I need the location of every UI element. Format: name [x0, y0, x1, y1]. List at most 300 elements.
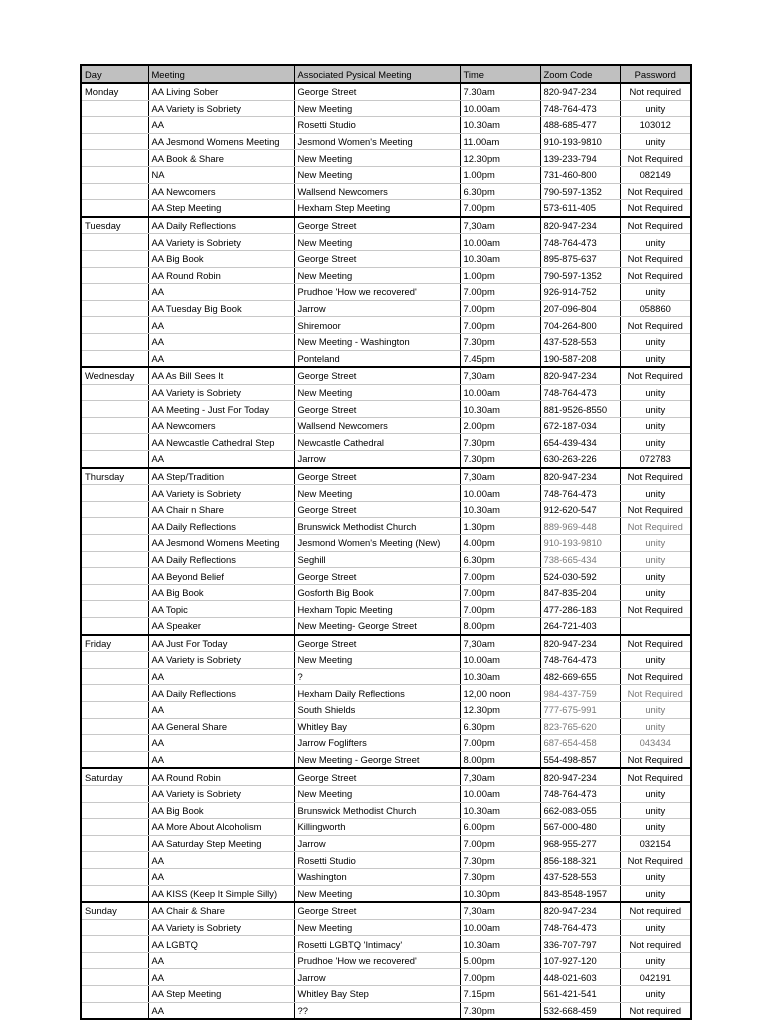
day-cell: [82, 785, 148, 802]
password-cell: 043434: [620, 735, 690, 752]
meeting-cell: AA Daily Reflections: [148, 217, 294, 234]
associated-meeting-cell: Prudhoe 'How we recovered': [294, 952, 460, 969]
day-cell: [82, 852, 148, 869]
time-cell: 10.30am: [460, 401, 540, 418]
associated-meeting-cell: New Meeting - Washington: [294, 333, 460, 350]
associated-meeting-cell: Jesmond Women's Meeting (New): [294, 535, 460, 552]
day-cell: [82, 117, 148, 134]
zoom-code-cell: 820-947-234: [540, 217, 620, 234]
zoom-code-cell: 524-030-592: [540, 568, 620, 585]
table-row: [82, 133, 690, 150]
associated-meeting-cell: George Street: [294, 501, 460, 518]
header-zoom-code: Zoom Code: [540, 66, 620, 83]
password-cell: unity: [620, 952, 690, 969]
zoom-code-cell: 448-021-603: [540, 969, 620, 986]
zoom-code-cell: 662-083-055: [540, 802, 620, 819]
associated-meeting-cell: New Meeting: [294, 384, 460, 401]
time-cell: 10.00am: [460, 785, 540, 802]
meeting-cell: AA Variety is Sobriety: [148, 652, 294, 669]
day-cell: [82, 133, 148, 150]
day-cell: [82, 200, 148, 217]
password-cell: unity: [620, 652, 690, 669]
day-cell: [82, 333, 148, 350]
associated-meeting-cell: George Street: [294, 217, 460, 234]
header-associated-meeting: Associated Pysical Meeting: [294, 66, 460, 83]
zoom-code-cell: 912-620-547: [540, 501, 620, 518]
associated-meeting-cell: Jarrow: [294, 835, 460, 852]
associated-meeting-cell: George Street: [294, 902, 460, 919]
meeting-cell: AA Variety is Sobriety: [148, 384, 294, 401]
zoom-code-cell: 748-764-473: [540, 100, 620, 117]
day-cell: [82, 668, 148, 685]
password-cell: Not Required: [620, 183, 690, 200]
associated-meeting-cell: New Meeting: [294, 267, 460, 284]
table-row: [82, 350, 690, 367]
associated-meeting-cell: Shiremoor: [294, 317, 460, 334]
password-cell: unity: [620, 568, 690, 585]
table-row: [82, 83, 690, 100]
meeting-cell: AA Topic: [148, 601, 294, 618]
zoom-code-cell: 748-764-473: [540, 785, 620, 802]
time-cell: 7.30pm: [460, 1002, 540, 1018]
table-row: [82, 100, 690, 117]
associated-meeting-cell: New Meeting: [294, 785, 460, 802]
header-password: Password: [620, 66, 690, 83]
table-row: [82, 217, 690, 234]
zoom-code-cell: 477-286-183: [540, 601, 620, 618]
zoom-code-cell: 748-764-473: [540, 485, 620, 502]
associated-meeting-cell: Wallsend Newcomers: [294, 417, 460, 434]
password-cell: unity: [620, 535, 690, 552]
time-cell: 6.30pm: [460, 183, 540, 200]
password-cell: unity: [620, 986, 690, 1003]
meeting-cell: AA: [148, 952, 294, 969]
associated-meeting-cell: Hexham Topic Meeting: [294, 601, 460, 618]
schedule-body: [82, 83, 690, 1018]
password-cell: 042191: [620, 969, 690, 986]
table-row: [82, 735, 690, 752]
table-row: [82, 166, 690, 183]
password-cell: 072783: [620, 451, 690, 468]
day-cell: [82, 819, 148, 836]
password-cell: unity: [620, 485, 690, 502]
day-cell: [82, 751, 148, 768]
associated-meeting-cell: George Street: [294, 635, 460, 652]
password-cell: Not Required: [620, 200, 690, 217]
day-cell: [82, 317, 148, 334]
associated-meeting-cell: Wallsend Newcomers: [294, 183, 460, 200]
password-cell: Not Required: [620, 150, 690, 167]
time-cell: 7.45pm: [460, 350, 540, 367]
time-cell: 10.00am: [460, 485, 540, 502]
time-cell: 7.00pm: [460, 284, 540, 301]
time-cell: 7.00pm: [460, 835, 540, 852]
password-cell: Not Required: [620, 367, 690, 384]
zoom-code-cell: 139-233-794: [540, 150, 620, 167]
meeting-cell: AA More About Alcoholism: [148, 819, 294, 836]
associated-meeting-cell: George Street: [294, 568, 460, 585]
table-row: [82, 150, 690, 167]
table-row: [82, 535, 690, 552]
meeting-cell: AA Daily Reflections: [148, 518, 294, 535]
table-row: [82, 501, 690, 518]
meeting-cell: AA Book & Share: [148, 150, 294, 167]
associated-meeting-cell: New Meeting: [294, 885, 460, 902]
associated-meeting-cell: ?: [294, 668, 460, 685]
table-row: [82, 451, 690, 468]
table-row: [82, 284, 690, 301]
password-cell: Not Required: [620, 501, 690, 518]
table-row: [82, 234, 690, 251]
associated-meeting-cell: Jesmond Women's Meeting: [294, 133, 460, 150]
time-cell: 10.30am: [460, 250, 540, 267]
associated-meeting-cell: ??: [294, 1002, 460, 1018]
day-cell: Monday: [82, 83, 148, 100]
time-cell: 2.00pm: [460, 417, 540, 434]
meeting-cell: AA Step/Tradition: [148, 468, 294, 485]
day-cell: Tuesday: [82, 217, 148, 234]
time-cell: 7,30am: [460, 468, 540, 485]
meeting-cell: AA: [148, 868, 294, 885]
table-row: [82, 601, 690, 618]
time-cell: 7.00pm: [460, 969, 540, 986]
zoom-code-cell: 910-193-9810: [540, 133, 620, 150]
day-cell: [82, 868, 148, 885]
time-cell: 10.30am: [460, 501, 540, 518]
time-cell: 6.30pm: [460, 718, 540, 735]
password-cell: Not required: [620, 902, 690, 919]
associated-meeting-cell: Newcastle Cathedral: [294, 434, 460, 451]
day-cell: [82, 350, 148, 367]
zoom-code-cell: 790-597-1352: [540, 267, 620, 284]
password-cell: Not Required: [620, 668, 690, 685]
table-row: [82, 751, 690, 768]
table-row: [82, 384, 690, 401]
meeting-cell: AA Step Meeting: [148, 986, 294, 1003]
table-row: [82, 434, 690, 451]
table-row: [82, 668, 690, 685]
zoom-code-cell: 748-764-473: [540, 652, 620, 669]
time-cell: 7,30am: [460, 635, 540, 652]
meeting-cell: AA: [148, 701, 294, 718]
table-row: [82, 183, 690, 200]
day-cell: [82, 601, 148, 618]
password-cell: unity: [620, 100, 690, 117]
table-row: [82, 635, 690, 652]
time-cell: 1.30pm: [460, 518, 540, 535]
day-cell: [82, 518, 148, 535]
meeting-cell: AA: [148, 735, 294, 752]
associated-meeting-cell: Prudhoe 'How we recovered': [294, 284, 460, 301]
zoom-code-cell: 561-421-541: [540, 986, 620, 1003]
meeting-cell: AA Variety is Sobriety: [148, 234, 294, 251]
day-cell: [82, 284, 148, 301]
meeting-cell: AA Variety is Sobriety: [148, 100, 294, 117]
zoom-code-cell: 630-263-226: [540, 451, 620, 468]
zoom-code-cell: 889-969-448: [540, 518, 620, 535]
password-cell: unity: [620, 868, 690, 885]
meeting-cell: AA As Bill Sees It: [148, 367, 294, 384]
password-cell: Not Required: [620, 317, 690, 334]
zoom-code-cell: 738-665-434: [540, 551, 620, 568]
table-row: [82, 986, 690, 1003]
table-row: [82, 936, 690, 953]
time-cell: 7.30pm: [460, 434, 540, 451]
table-row: [82, 250, 690, 267]
table-row: [82, 785, 690, 802]
associated-meeting-cell: Jarrow: [294, 969, 460, 986]
time-cell: 7.00pm: [460, 584, 540, 601]
table-row: [82, 367, 690, 384]
associated-meeting-cell: Brunswick Methodist Church: [294, 518, 460, 535]
time-cell: 10.00am: [460, 100, 540, 117]
day-cell: [82, 150, 148, 167]
time-cell: 7.00pm: [460, 300, 540, 317]
meeting-cell: AA: [148, 284, 294, 301]
day-cell: Sunday: [82, 902, 148, 919]
day-cell: Saturday: [82, 768, 148, 785]
associated-meeting-cell: Killingworth: [294, 819, 460, 836]
meeting-cell: AA: [148, 751, 294, 768]
meeting-cell: AA Newcastle Cathedral Step: [148, 434, 294, 451]
associated-meeting-cell: Whitley Bay Step: [294, 986, 460, 1003]
meeting-cell: AA: [148, 350, 294, 367]
zoom-code-cell: 856-188-321: [540, 852, 620, 869]
day-cell: [82, 802, 148, 819]
associated-meeting-cell: George Street: [294, 468, 460, 485]
day-cell: [82, 551, 148, 568]
meeting-cell: AA: [148, 317, 294, 334]
time-cell: 10.30pm: [460, 885, 540, 902]
time-cell: 10.00am: [460, 234, 540, 251]
time-cell: 6.30pm: [460, 551, 540, 568]
time-cell: 7.00pm: [460, 735, 540, 752]
header-row: [82, 66, 690, 83]
table-row: [82, 551, 690, 568]
password-cell: Not Required: [620, 217, 690, 234]
table-row: [82, 802, 690, 819]
time-cell: 10.30am: [460, 117, 540, 134]
password-cell: 058860: [620, 300, 690, 317]
associated-meeting-cell: New Meeting: [294, 100, 460, 117]
meeting-cell: AA Beyond Belief: [148, 568, 294, 585]
password-cell: unity: [620, 384, 690, 401]
zoom-code-cell: 926-914-752: [540, 284, 620, 301]
table-row: [82, 868, 690, 885]
zoom-code-cell: 823-765-620: [540, 718, 620, 735]
zoom-code-cell: 532-668-459: [540, 1002, 620, 1018]
password-cell: Not Required: [620, 768, 690, 785]
day-cell: [82, 1002, 148, 1018]
day-cell: [82, 652, 148, 669]
password-cell: unity: [620, 234, 690, 251]
table-row: [82, 485, 690, 502]
associated-meeting-cell: Jarrow Foglifters: [294, 735, 460, 752]
time-cell: 10.30am: [460, 668, 540, 685]
password-cell: unity: [620, 785, 690, 802]
day-cell: [82, 384, 148, 401]
password-cell: Not Required: [620, 601, 690, 618]
password-cell: Not Required: [620, 518, 690, 535]
meeting-cell: AA Daily Reflections: [148, 685, 294, 702]
meeting-cell: AA Jesmond Womens Meeting: [148, 535, 294, 552]
associated-meeting-cell: Brunswick Methodist Church: [294, 802, 460, 819]
associated-meeting-cell: Rosetti LGBTQ 'Intimacy': [294, 936, 460, 953]
associated-meeting-cell: New Meeting - George Street: [294, 751, 460, 768]
zoom-code-cell: 748-764-473: [540, 234, 620, 251]
table-row: [82, 584, 690, 601]
zoom-code-cell: 207-096-804: [540, 300, 620, 317]
zoom-code-cell: 820-947-234: [540, 902, 620, 919]
time-cell: 10.30am: [460, 936, 540, 953]
zoom-code-cell: 704-264-800: [540, 317, 620, 334]
meeting-cell: AA Variety is Sobriety: [148, 919, 294, 936]
password-cell: unity: [620, 333, 690, 350]
time-cell: 7.15pm: [460, 986, 540, 1003]
meeting-cell: AA Chair & Share: [148, 902, 294, 919]
meeting-schedule: [80, 64, 692, 1020]
zoom-code-cell: 847-835-204: [540, 584, 620, 601]
password-cell: unity: [620, 802, 690, 819]
day-cell: [82, 952, 148, 969]
time-cell: 7.00pm: [460, 568, 540, 585]
day-cell: [82, 735, 148, 752]
meeting-cell: AA Tuesday Big Book: [148, 300, 294, 317]
associated-meeting-cell: Ponteland: [294, 350, 460, 367]
password-cell: unity: [620, 133, 690, 150]
meeting-cell: AA Newcomers: [148, 417, 294, 434]
associated-meeting-cell: New Meeting: [294, 485, 460, 502]
day-cell: [82, 100, 148, 117]
meeting-cell: AA: [148, 852, 294, 869]
associated-meeting-cell: New Meeting- George Street: [294, 618, 460, 635]
associated-meeting-cell: George Street: [294, 401, 460, 418]
password-cell: Not required: [620, 1002, 690, 1018]
time-cell: 8.00pm: [460, 618, 540, 635]
password-cell: 103012: [620, 117, 690, 134]
time-cell: 12,00 noon: [460, 685, 540, 702]
password-cell: Not required: [620, 83, 690, 100]
meeting-cell: AA Round Robin: [148, 768, 294, 785]
time-cell: 7.30am: [460, 83, 540, 100]
day-cell: [82, 267, 148, 284]
table-row: [82, 333, 690, 350]
password-cell: 032154: [620, 835, 690, 852]
password-cell: unity: [620, 417, 690, 434]
schedule-table: [82, 66, 690, 1018]
meeting-cell: AA Daily Reflections: [148, 551, 294, 568]
password-cell: unity: [620, 718, 690, 735]
associated-meeting-cell: South Shields: [294, 701, 460, 718]
zoom-code-cell: 687-654-458: [540, 735, 620, 752]
associated-meeting-cell: George Street: [294, 250, 460, 267]
zoom-code-cell: 820-947-234: [540, 367, 620, 384]
associated-meeting-cell: Whitley Bay: [294, 718, 460, 735]
table-row: [82, 919, 690, 936]
table-row: [82, 902, 690, 919]
time-cell: 7.30pm: [460, 868, 540, 885]
day-cell: Friday: [82, 635, 148, 652]
table-row: [82, 685, 690, 702]
time-cell: 7,30am: [460, 768, 540, 785]
zoom-code-cell: 437-528-553: [540, 333, 620, 350]
password-cell: 082149: [620, 166, 690, 183]
meeting-cell: AA Meeting - Just For Today: [148, 401, 294, 418]
zoom-code-cell: 567-000-480: [540, 819, 620, 836]
day-cell: [82, 401, 148, 418]
password-cell: unity: [620, 284, 690, 301]
zoom-code-cell: 843-8548-1957: [540, 885, 620, 902]
table-row: [82, 969, 690, 986]
time-cell: 7,30am: [460, 367, 540, 384]
password-cell: Not required: [620, 936, 690, 953]
zoom-code-cell: 984-437-759: [540, 685, 620, 702]
day-cell: [82, 685, 148, 702]
table-row: [82, 618, 690, 635]
password-cell: unity: [620, 701, 690, 718]
day-cell: [82, 568, 148, 585]
day-cell: [82, 986, 148, 1003]
table-row: [82, 652, 690, 669]
table-row: [82, 401, 690, 418]
associated-meeting-cell: New Meeting: [294, 166, 460, 183]
zoom-code-cell: 190-587-208: [540, 350, 620, 367]
table-row: [82, 267, 690, 284]
zoom-code-cell: 881-9526-8550: [540, 401, 620, 418]
meeting-cell: AA Saturday Step Meeting: [148, 835, 294, 852]
associated-meeting-cell: Jarrow: [294, 300, 460, 317]
associated-meeting-cell: Hexham Step Meeting: [294, 200, 460, 217]
table-row: [82, 952, 690, 969]
zoom-code-cell: 573-611-405: [540, 200, 620, 217]
zoom-code-cell: 731-460-800: [540, 166, 620, 183]
day-cell: [82, 584, 148, 601]
day-cell: [82, 451, 148, 468]
day-cell: [82, 618, 148, 635]
password-cell: unity: [620, 551, 690, 568]
zoom-code-cell: 748-764-473: [540, 384, 620, 401]
zoom-code-cell: 264-721-403: [540, 618, 620, 635]
day-cell: [82, 417, 148, 434]
time-cell: 7.30pm: [460, 333, 540, 350]
time-cell: 12.30pm: [460, 150, 540, 167]
day-cell: [82, 835, 148, 852]
associated-meeting-cell: Rosetti Studio: [294, 117, 460, 134]
zoom-code-cell: 968-955-277: [540, 835, 620, 852]
time-cell: 5.00pm: [460, 952, 540, 969]
associated-meeting-cell: New Meeting: [294, 919, 460, 936]
time-cell: 10.00am: [460, 919, 540, 936]
day-cell: [82, 434, 148, 451]
table-row: [82, 852, 690, 869]
meeting-cell: AA Variety is Sobriety: [148, 785, 294, 802]
meeting-cell: AA Speaker: [148, 618, 294, 635]
day-cell: [82, 701, 148, 718]
meeting-cell: AA Big Book: [148, 584, 294, 601]
time-cell: 11.00am: [460, 133, 540, 150]
time-cell: 8.00pm: [460, 751, 540, 768]
zoom-code-cell: 482-669-655: [540, 668, 620, 685]
zoom-code-cell: 488-685-477: [540, 117, 620, 134]
password-cell: unity: [620, 401, 690, 418]
associated-meeting-cell: New Meeting: [294, 234, 460, 251]
meeting-cell: AA: [148, 668, 294, 685]
associated-meeting-cell: Washington: [294, 868, 460, 885]
zoom-code-cell: 437-528-553: [540, 868, 620, 885]
day-cell: [82, 501, 148, 518]
table-row: [82, 768, 690, 785]
meeting-cell: AA Just For Today: [148, 635, 294, 652]
